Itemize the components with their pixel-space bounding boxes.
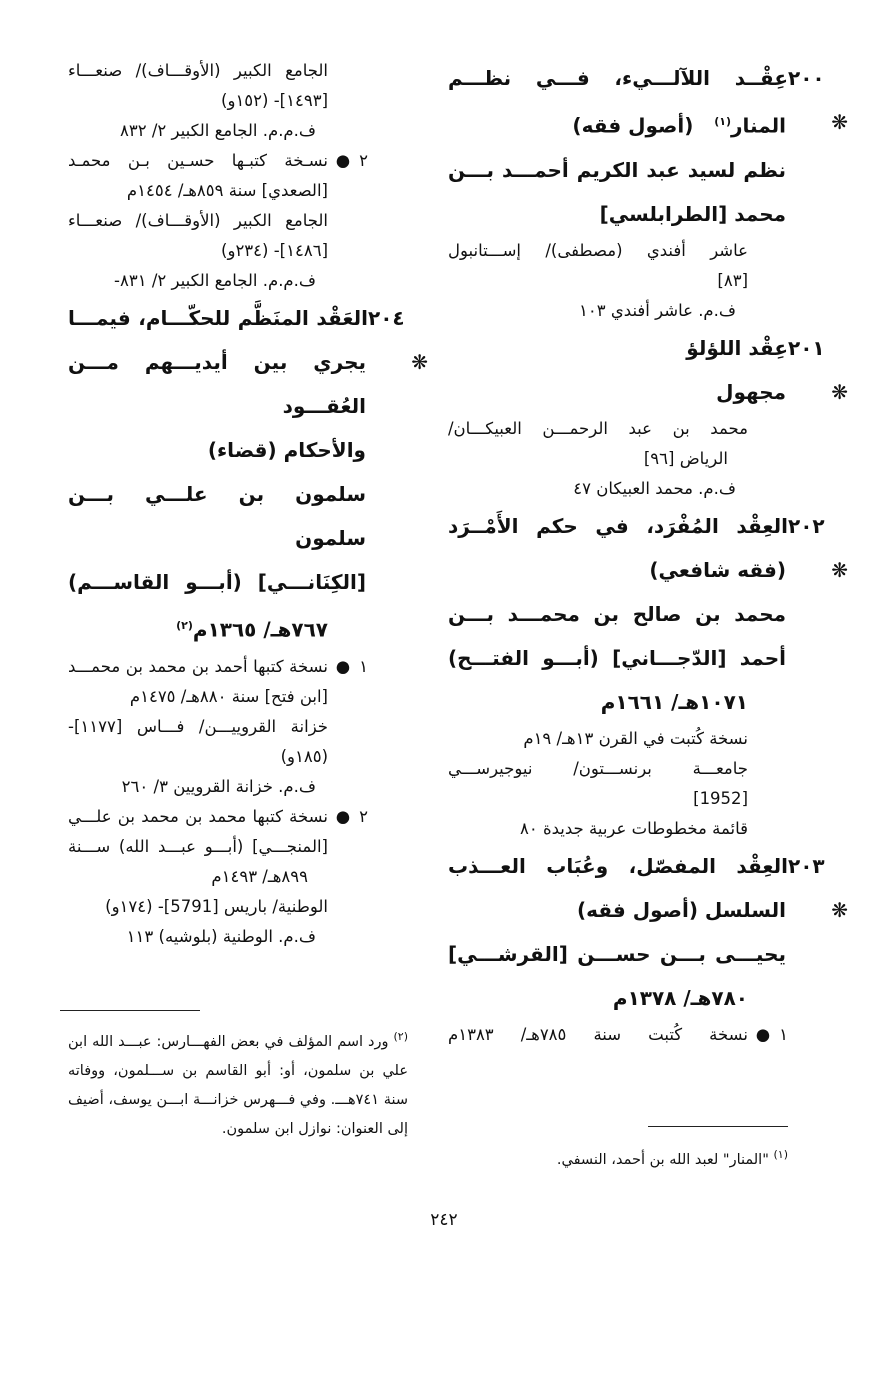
library-line: (١٨٥و) — [280, 746, 328, 766]
catalog-reference: ف.م.م. الجامع الكبير ٢/ ٨٣١- — [114, 271, 316, 290]
author-line: [الكِنَانـــي] (أبـــو القاســـم) — [68, 570, 366, 594]
author-line: سلمون بن علـــي بـــن سلمون — [68, 482, 366, 550]
catalog-reference: ف.م.م. الجامع الكبير ٢/ ٨٣٢ — [120, 121, 316, 140]
entry-title-line: والأحكام (قضاء) — [207, 438, 366, 462]
library-line: عاشر أفندي (مصطفى)/ إســـتانبول — [448, 240, 748, 260]
copy-number: ٢ ● — [332, 806, 368, 826]
copy-number: ٢ ● — [332, 151, 368, 170]
footnote-marker: (٢) — [393, 1030, 408, 1043]
manuscript-copy — [68, 146, 368, 176]
entry-title-text: المنار — [731, 113, 786, 138]
copy-line: ٨٩٩هـ/ ١٤٩٣م — [211, 866, 308, 886]
entry-title-line: العَقْد المنَظَّم للحكّـــام، فيمـــا — [68, 306, 368, 330]
catalog-reference: ف.م. خزانة القرويين ٣/ ٢٦٠ — [121, 776, 316, 796]
author-dates — [68, 604, 368, 652]
library-line: جامعـــة برنســـتون/ نيوجيرســـي — [448, 758, 748, 778]
entry-title-line: عِقْــد اللآلـــيء، فـــي نظـــم — [448, 66, 788, 90]
manuscript-copy — [68, 652, 368, 682]
footnote-text: "المنار" لعبد الله بن أحمد، النسفي. — [556, 1151, 769, 1168]
library-line: [1952] — [693, 788, 748, 808]
footnote-ref: (١) — [714, 115, 732, 128]
page-number: ٢٤٢ — [430, 1210, 458, 1230]
footnote-text: ورد اسم المؤلف في بعض الفهـــارس: عبـــد الله ابن علي بن سلمون، أو: أبو القاسم بن ســـلمون، ووفاته سنة ٧٤١هـــ. وفي فـــهرس خزانـــة ابـــن يوسف، أضيف إلى العنوان: نوازل ابن سلمون. — [68, 1033, 408, 1137]
entry-title-line: العِقْد المفصّل، وعُبَاب العـــذب — [448, 853, 788, 878]
copy-text: نسخة كتبها محمد بن محمد بن علـــي — [68, 806, 328, 826]
copy-line: [المنجـــي] (أبـــو عبـــد الله) ســـنة — [68, 836, 328, 856]
author-line: نظم لسيد عبد الكريم أحمـــد بـــن — [448, 157, 786, 182]
library-line: الجامع الكبير (الأوقـــاف)/ صنعـــاء — [68, 61, 328, 80]
author-line: مجهول — [716, 379, 786, 404]
copy-number: ١ ● — [332, 656, 368, 676]
copy-line: [الصعدي] سنة ٨٥٩هـ/ ١٤٥٤م — [126, 181, 328, 200]
author-line: محمد بن صالح بن محمـــد بـــن — [448, 601, 786, 626]
copy-text: نسـخة كتبـها حسـين بـن محمـد — [68, 151, 328, 170]
library-line: خزانة القروييـــن/ فـــاس [١١٧٧]- — [68, 716, 328, 736]
subject-label: (فقه شافعي) — [649, 557, 786, 582]
entry-number: ٢٠٠ ❋ — [788, 66, 848, 134]
author-line: يحيـــى بـــن حســـن [القرشـــي] — [448, 941, 786, 966]
footnote — [68, 1022, 408, 1144]
author-dates: ١٠٧١هـ/ ١٦٦١م — [600, 689, 748, 714]
entry-title-line: السلسل (أصول فقه) — [577, 897, 786, 922]
right-column — [448, 56, 848, 1050]
entry-title-line: العِقْد المُفْرَد، في حكم الأَمْــرَد — [448, 513, 788, 538]
copy-number: ١ ● — [752, 1024, 788, 1044]
entry-number: ٢٠٢ ❋ — [788, 513, 848, 582]
copy-line: [ابن فتح] سنة ٨٨٠هـ/ ١٤٧٥م — [129, 686, 328, 706]
manuscript-copy — [68, 802, 368, 832]
catalog-reference: ف.م. عاشر أفندي ١٠٣ — [579, 300, 736, 320]
library-line: [١٤٩٣]- (١٥٢و) — [221, 91, 328, 110]
entry-number: ٢٠١ ❋ — [788, 335, 848, 404]
library-line: [٨٣] — [717, 270, 748, 290]
footnote-ref: (٢) — [176, 619, 193, 632]
dates-text: ٧٦٧هـ/ ١٣٦٥م — [192, 617, 328, 642]
footnote-divider — [648, 1126, 788, 1127]
catalog-reference: ف.م. الوطنية (بلوشيه) ١١٣ — [126, 926, 316, 946]
left-column — [68, 56, 428, 952]
catalog-reference: ف.م. محمد العبيكان ٤٧ — [573, 478, 736, 498]
manuscript-copy — [448, 1020, 788, 1050]
entry-title-line: يجري بين أيديـــهم مـــن العُقـــود — [68, 350, 366, 418]
footnote — [428, 1140, 788, 1175]
entry-number: ٢٠٣ ❋ — [788, 853, 848, 922]
entry-title — [68, 296, 428, 374]
library-line: الجامع الكبير (الأوقـــاف)/ صنعـــاء — [68, 211, 328, 230]
library-line: [١٤٨٦]- (٢٣٤و) — [221, 241, 328, 260]
library-line: محمد بن عبد الرحمـــن العبيكـــان/ — [448, 418, 748, 438]
library-line: الوطنية/ باريس [5791]- (١٧٤و) — [105, 896, 328, 916]
footnote-marker: (١) — [773, 1148, 788, 1161]
copy-text: نسخة كتبها أحمد بن محمد بن محمـــد — [68, 656, 328, 676]
copy-line: نسخة كُتبت في القرن ١٣هـ/ ١٩م — [523, 728, 748, 748]
catalog-reference: قائمة مخطوطات عربية جديدة ٨٠ — [520, 818, 748, 838]
footnote-divider — [60, 1010, 200, 1011]
author-line: محمد [الطرابلسي] — [599, 201, 786, 226]
entry-title-line: عِقْد اللؤلؤ — [686, 335, 788, 360]
subject-label: (أصول فقه) — [572, 113, 694, 138]
entry-number: ٢٠٤ ❋ — [368, 306, 428, 374]
copy-text: نسخة كُتبت سنة ٧٨٥هـ/ ١٣٨٣م — [448, 1024, 748, 1044]
library-line: الرياض [٩٦] — [643, 448, 728, 468]
author-line: أحمد [الدّجـــاني] (أبـــو الفتـــح) — [448, 645, 786, 670]
entry-title-line — [448, 100, 788, 148]
author-dates: ٧٨٠هـ/ ١٣٧٨م — [612, 985, 748, 1010]
